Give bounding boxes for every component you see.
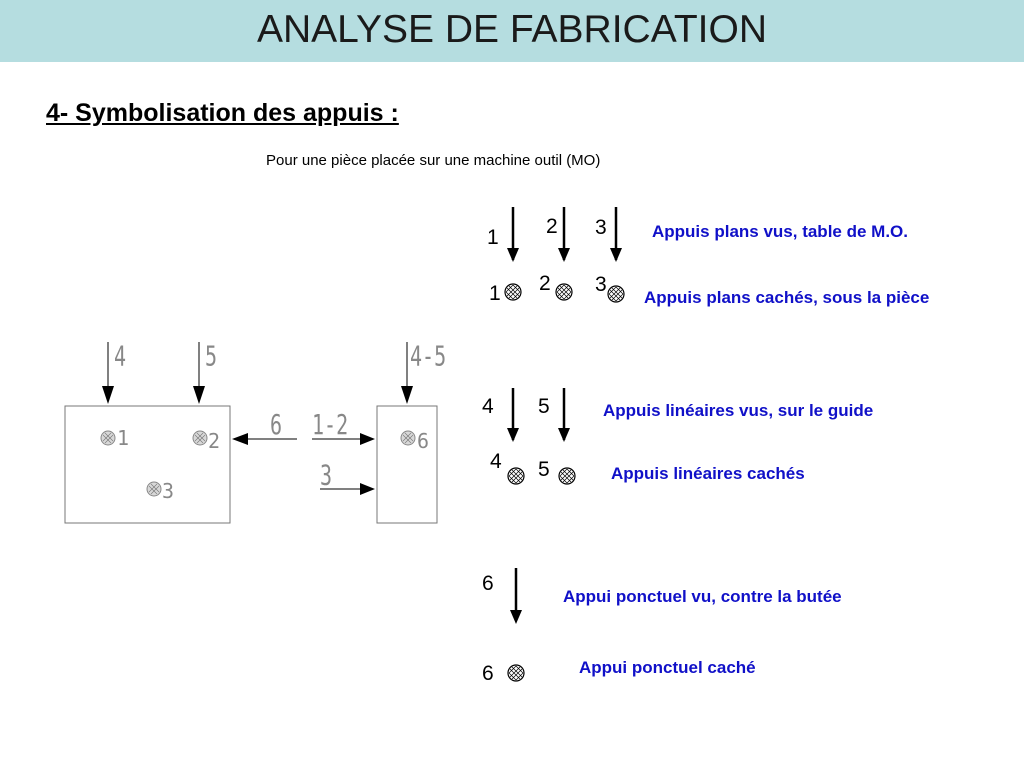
linear-support-label-4: 4: [482, 395, 494, 418]
description-visible-point: Appui ponctuel vu, contre la butée: [563, 587, 842, 606]
arrow-support-3: [610, 207, 622, 262]
front-view-point-1: [101, 431, 115, 445]
point-support-label-6: 6: [482, 572, 494, 595]
hidden-support-symbol-1: [505, 284, 521, 300]
drawing-label-4: 4: [114, 338, 127, 373]
drawing-arrow-6: [232, 433, 297, 445]
hidden-support-symbol-3: [608, 286, 624, 302]
arrow-support-4: [507, 388, 519, 442]
description-hidden-plane: Appuis plans cachés, sous la pièce: [644, 288, 930, 307]
front-view-part: [65, 406, 230, 523]
support-label-1: 1: [487, 226, 499, 249]
drawing-point-label-3: 3: [162, 479, 175, 503]
drawing-point-label-2: 2: [208, 429, 221, 453]
section-subtitle: Pour une pièce placée sur une machine outil (MO): [266, 152, 601, 169]
drawing-arrow-4: [102, 342, 114, 404]
hidden-support-symbol-6: [508, 665, 524, 681]
arrow-support-1: [507, 207, 519, 262]
hidden-support-symbol-4: [508, 468, 524, 484]
hidden-support-label-1: 1: [489, 282, 501, 305]
hidden-support-symbol-5: [559, 468, 575, 484]
drawing-point-label-6: 6: [417, 429, 430, 453]
arrow-support-6: [510, 568, 522, 624]
drawing-label-4-5: 4-5: [410, 338, 447, 373]
description-hidden-point: Appui ponctuel caché: [579, 658, 756, 677]
arrow-support-5: [558, 388, 570, 442]
description-visible-plane: Appuis plans vus, table de M.O.: [652, 222, 908, 241]
support-label-2: 2: [546, 215, 558, 238]
front-view-point-2: [193, 431, 207, 445]
hidden-support-label-2: 2: [539, 272, 551, 295]
drawing-label-3: 3: [320, 457, 333, 492]
description-hidden-linear: Appuis linéaires cachés: [611, 464, 805, 483]
arrow-support-2: [558, 207, 570, 262]
linear-support-label-5: 5: [538, 395, 550, 418]
side-view-part: [377, 406, 437, 523]
support-label-3: 3: [595, 216, 607, 239]
hidden-support-label-3: 3: [595, 273, 607, 296]
section-title: 4- Symbolisation des appuis :: [46, 99, 399, 127]
drawing-label-1-2: 1-2: [312, 407, 349, 441]
page-title: ANALYSE DE FABRICATION: [256, 8, 767, 51]
front-view-point-3: [147, 482, 161, 496]
drawing-label-5: 5: [205, 338, 218, 373]
hidden-linear-label-4: 4: [490, 450, 502, 473]
side-view-point-6: [401, 431, 415, 445]
drawing-point-label-1: 1: [117, 426, 130, 450]
drawing-arrow-5: [193, 342, 205, 404]
hidden-support-symbol-2: [556, 284, 572, 300]
hidden-linear-label-5: 5: [538, 458, 550, 481]
description-visible-linear: Appuis linéaires vus, sur le guide: [603, 401, 874, 420]
hidden-point-label-6: 6: [482, 662, 494, 685]
drawing-label-6: 6: [270, 407, 283, 441]
